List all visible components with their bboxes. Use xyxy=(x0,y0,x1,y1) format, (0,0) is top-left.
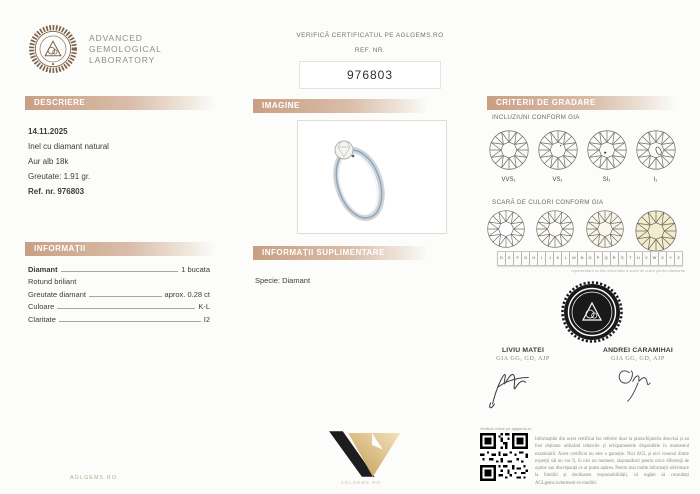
ref-number: 976803 xyxy=(346,68,394,82)
row-value: 1 bucata xyxy=(181,264,210,274)
signature-block-andrei-caramihai xyxy=(592,347,684,409)
color-scale-letter: H xyxy=(530,252,538,265)
specie-text: Specie: Diamant xyxy=(255,275,311,285)
diamond-diagram-icon xyxy=(488,129,530,171)
color-scale-letter: N xyxy=(578,252,586,265)
diamond-diagram-icon xyxy=(635,129,677,171)
color-diagram-row xyxy=(486,209,678,253)
color-scale-letter: T xyxy=(627,252,635,265)
clarity-grade-i1 xyxy=(633,129,678,183)
color-scale-letter: W xyxy=(651,252,659,265)
v-brand-logo xyxy=(320,429,402,484)
signature-icon xyxy=(612,362,664,404)
row-divider xyxy=(57,308,195,309)
verify-block xyxy=(260,32,480,89)
row-label: Culoare xyxy=(28,302,55,311)
row-divider xyxy=(61,271,179,272)
table-row xyxy=(28,286,210,299)
footer-site-text: AGLGEMS.RO xyxy=(70,475,117,481)
qr-code xyxy=(480,433,528,486)
clarity-diagram-row xyxy=(486,129,678,183)
clarity-grade-vvs1 xyxy=(486,129,531,183)
color-scale-letter: S xyxy=(619,252,627,265)
clarity-label: SI₁ xyxy=(602,177,611,183)
color-sample-icon xyxy=(535,209,575,249)
brand-block xyxy=(28,24,162,74)
color-scale-letter: U xyxy=(635,252,643,265)
table-row xyxy=(28,311,210,324)
row-divider xyxy=(89,296,162,297)
incluziuni-label: INCLUZIUNI CONFORM GIA xyxy=(492,114,580,121)
v-logo-caption: AGLGEMS.RO xyxy=(340,480,382,485)
table-row xyxy=(28,274,210,287)
row-label: Rotund briliant xyxy=(28,277,77,286)
row-divider xyxy=(59,321,201,322)
color-scale-letter: G xyxy=(522,252,530,265)
color-scale-letter: K xyxy=(554,252,562,265)
section-header-informatii-suplimentare: INFORMAȚII SUPLIMENTARE xyxy=(253,246,428,260)
qr-caption: Verifică online pe aglgems.ro xyxy=(480,426,532,431)
color-sample-icon xyxy=(486,209,526,249)
agl-seal-icon xyxy=(28,24,78,74)
row-label: Diamant xyxy=(28,264,58,274)
descriere-body xyxy=(28,124,109,199)
color-scale-letter: P xyxy=(595,252,603,265)
color-scale-letter: J xyxy=(546,252,554,265)
color-scale-letter: V xyxy=(643,252,651,265)
color-scale-letter: D xyxy=(498,252,506,265)
laboratory-stamp xyxy=(560,280,624,349)
color-sample-icon xyxy=(634,209,678,253)
informatii-table xyxy=(28,261,210,324)
color-scale-letter: E xyxy=(506,252,514,265)
section-header-criterii: CRITERII DE GRADARE xyxy=(487,96,677,110)
brand-name xyxy=(89,33,162,66)
clarity-label: VS₁ xyxy=(552,177,563,183)
ring-image xyxy=(298,121,446,233)
scara-culori-label: SCARĂ DE CULORI CONFORM GIA xyxy=(492,199,604,206)
diamond-diagram-icon xyxy=(586,129,628,171)
qr-code-icon xyxy=(480,433,528,481)
color-scale-caption: reprezentare cu titlu informativ a scării de culori pentru diamante xyxy=(571,268,685,273)
section-header-imagine: IMAGINE xyxy=(253,99,428,113)
row-label: Greutate diamant xyxy=(28,289,86,299)
color-scale-letter: O xyxy=(587,252,595,265)
signature-icon xyxy=(485,362,551,410)
brand-line: GEMOLOGICAL xyxy=(89,43,162,54)
clarity-label: I₁ xyxy=(653,177,658,183)
color-scale-letter: Y xyxy=(667,252,675,265)
stamp-seal-icon xyxy=(560,280,624,344)
signer-name: LIVIU MATEI xyxy=(501,347,545,354)
descriere-ref: Ref. nr. 976803 xyxy=(28,187,85,196)
row-value: aprox. 0.28 ct xyxy=(164,289,210,299)
brand-line: ADVANCED xyxy=(89,32,143,43)
color-scale-letter: Q xyxy=(603,252,611,265)
clarity-grade-vs1 xyxy=(535,129,580,183)
signature-block-liviu-matei xyxy=(477,347,569,415)
color-sample-icon xyxy=(585,209,625,249)
clarity-label: VVS₁ xyxy=(501,177,516,183)
signer-credentials: GIA GG, GD, AJP xyxy=(611,355,665,362)
signer-credentials: GIA GG, GD, AJP xyxy=(496,355,550,362)
row-value: K-L xyxy=(198,302,210,311)
color-scale-letter: L xyxy=(562,252,570,265)
section-header-descriere: DESCRIERE xyxy=(25,96,215,110)
ref-number-box xyxy=(299,61,441,89)
color-scale-letter: F xyxy=(514,252,522,265)
table-row xyxy=(28,299,210,312)
color-scale-letter: X xyxy=(659,252,667,265)
descriere-line: Aur alb 18k xyxy=(28,157,69,166)
color-scale-letter: Z xyxy=(677,256,680,260)
ref-label: REF. NR. xyxy=(354,47,386,54)
color-scale-letter: M xyxy=(570,252,578,265)
v-logo-icon xyxy=(320,429,402,479)
disclaimer-text: Informațiile din acest certificat fac referire doar la piatra/bijuteria descrisă și au fost obținute utilizând tehnicile și echipamentele disponibile în momentul examinării. Acest certificat nu este o garanție. Nici AGL și nici vreunul dintre experții săi nu vor fi, în nici un moment, răspunzători pentru orice diferență de opinie sau discrepanță ce ar putea apărea. Pentru mai multe informații referitoare la limitări și declinarea responsabilității, vă rugăm să consultați AGLgems.ro/termeni-si-conditii. xyxy=(535,437,689,486)
row-value: I2 xyxy=(203,314,210,324)
brand-line: LABORATORY xyxy=(89,54,156,65)
color-scale-letter: I xyxy=(538,252,546,265)
signer-name: ANDREI CARAMIHAI xyxy=(602,347,674,354)
clarity-grade-si1 xyxy=(584,129,629,183)
section-header-informatii: INFORMAȚII xyxy=(25,242,215,256)
certificate-date: 14.11.2025 xyxy=(28,127,68,136)
diamond-diagram-icon xyxy=(537,129,579,171)
descriere-line: Greutate: 1.91 gr. xyxy=(28,172,91,181)
descriere-line: Inel cu diamant natural xyxy=(28,142,109,151)
ring-photo xyxy=(297,120,447,234)
row-label: Claritate xyxy=(28,314,56,324)
table-row xyxy=(28,261,210,274)
verify-text: VERIFICĂ CERTIFICATUL PE AGLGEMS.RO xyxy=(296,32,444,39)
color-scale-letter: R xyxy=(611,252,619,265)
color-scale-ruler xyxy=(497,251,683,266)
